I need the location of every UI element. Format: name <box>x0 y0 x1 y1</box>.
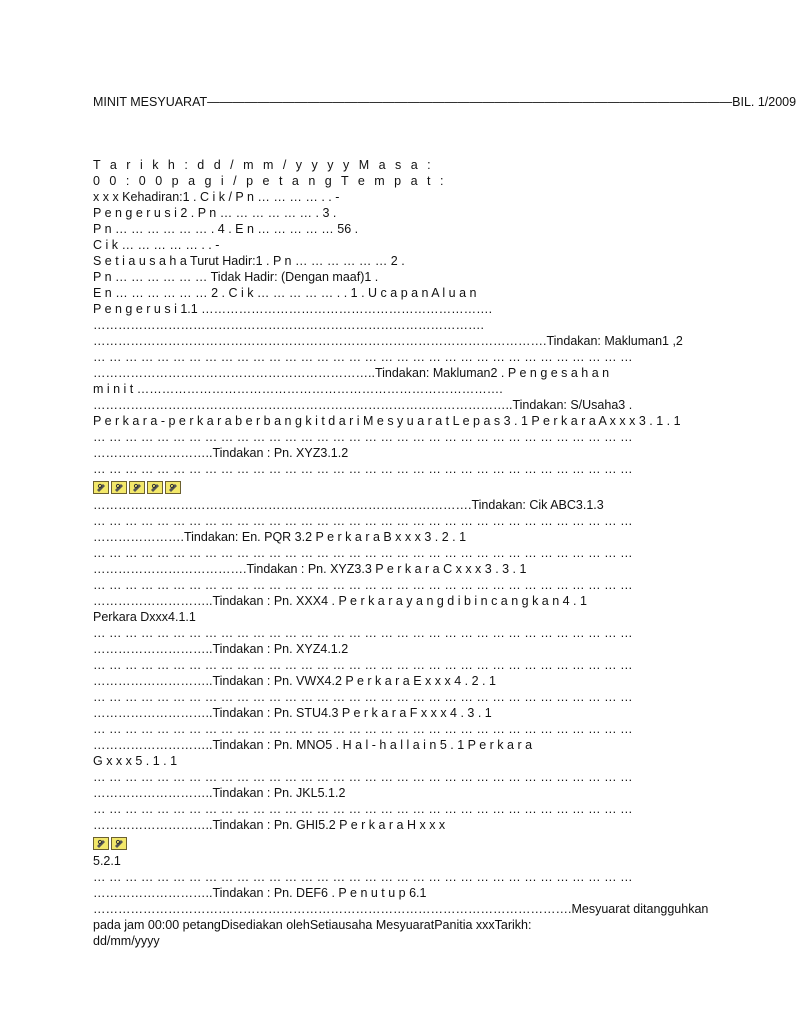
text-line: ……………………………….Tindakan : Pn. XYZ3.3 P e r k a r a C x x x 3 . 3 . 1 <box>93 562 527 576</box>
text-line: E n … … … … … … 2 . C i k … … … … … . . 1 . U c a p a n A l u a n <box>93 286 477 300</box>
text-line: G x x x 5 . 1 . 1 <box>93 754 178 768</box>
text-line: …………………………………………………………………………………………………….Mesyuarat ditangguhkan <box>93 902 709 916</box>
text-line: m i n i t ……………………………………………………………………………. <box>93 382 503 396</box>
text-line: ………………………..Tindakan : Pn. VWX4.2 P e r k a r a E x x x 4 . 2 . 1 <box>93 674 496 688</box>
icon-row-2 <box>93 835 678 851</box>
text-line: …………………………………………………………………………………. <box>93 318 484 332</box>
text-line: … … … … … … … … … … … … … … … … … … … … … … … … … … … … … … … … … … <box>93 658 633 672</box>
text-line: ………………………..Tindakan : Pn. XYZ4.1.2 <box>93 642 349 656</box>
text-line: pada jam 00:00 petangDisediakan olehSetiausaha MesyuaratPanitia xxxTarikh: <box>93 918 532 932</box>
pencil-note-icon <box>147 481 163 494</box>
text-line: ………………………………………………………………………………………..Tindakan: S/Usaha3 . <box>93 398 633 412</box>
icon-row-1 <box>93 479 678 495</box>
pencil-note-icon <box>111 481 127 494</box>
text-line: … … … … … … … … … … … … … … … … … … … … … … … … … … … … … … … … … … <box>93 722 633 736</box>
text-line: … … … … … … … … … … … … … … … … … … … … … … … … … … … … … … … … … … <box>93 350 633 364</box>
text-line: Perkara Dxxx4.1.1 <box>93 610 196 624</box>
text-line: P e r k a r a - p e r k a r a b e r b a n g k i t d a r i M e s y u a r a t L e p a s 3 . 1 P e r k a r a A x x x 3 . 1 . 1 <box>93 414 681 428</box>
text-line: … … … … … … … … … … … … … … … … … … … … … … … … … … … … … … … … … … <box>93 514 633 528</box>
document-body <box>93 157 709 949</box>
document-header: MINIT MESYUARAT——————————————————————————————————————————BIL. 1/2009 <box>93 95 796 109</box>
pencil-note-icon <box>129 481 145 494</box>
text-line: dd/mm/yyyy <box>93 934 160 948</box>
text-line: ………………….Tindakan: En. PQR 3.2 P e r k a r a B x x x 3 . 2 . 1 <box>93 530 467 544</box>
text-line: ………………………..Tindakan : Pn. GHI5.2 P e r k a r a H x x x <box>93 818 446 832</box>
text-line: ………………………..Tindakan : Pn. XXX4 . P e r k a r a y a n g d i b i n c a n g k a n 4 . 1 <box>93 594 587 608</box>
text-line: … … … … … … … … … … … … … … … … … … … … … … … … … … … … … … … … … … <box>93 462 633 476</box>
text-line: x x x Kehadiran:1 . C i k / P n … … … … . . - <box>93 190 340 204</box>
text-line: … … … … … … … … … … … … … … … … … … … … … … … … … … … … … … … … … … <box>93 546 633 560</box>
text-line: … … … … … … … … … … … … … … … … … … … … … … … … … … … … … … … … … … <box>93 690 633 704</box>
text-line: … … … … … … … … … … … … … … … … … … … … … … … … … … … … … … … … … … <box>93 870 633 884</box>
text-line: … … … … … … … … … … … … … … … … … … … … … … … … … … … … … … … … … … <box>93 626 633 640</box>
text-line: … … … … … … … … … … … … … … … … … … … … … … … … … … … … … … … … … … <box>93 802 633 816</box>
pencil-note-icon <box>165 481 181 494</box>
text-line: P n … … … … … … . 4 . E n … … … … … 56 . <box>93 222 359 236</box>
text-line: ………………………..Tindakan : Pn. STU4.3 P e r k a r a F x x x 4 . 3 . 1 <box>93 706 492 720</box>
text-line: C i k … … … … … . . - <box>93 238 220 252</box>
text-line: … … … … … … … … … … … … … … … … … … … … … … … … … … … … … … … … … … <box>93 430 633 444</box>
text-line: P n … … … … … … Tidak Hadir: (Dengan maaf)1 . <box>93 270 379 284</box>
text-line: ………………………..Tindakan : Pn. MNO5 . H a l - h a l l a i n 5 . 1 P e r k a r a <box>93 738 533 752</box>
text-line: ………………………..Tindakan : Pn. JKL5.1.2 <box>93 786 346 800</box>
text-line: ……………………………………………………………………………………………….Tindakan: Makluman1 ,2 <box>93 334 683 348</box>
text-line: 0 0 : 0 0 p a g i / p e t a n g T e m p a t : <box>93 174 447 188</box>
text-line: 5.2.1 <box>93 854 121 868</box>
text-line: P e n g e r u s i 1.1 ……………………………………………………………. <box>93 302 493 316</box>
pencil-note-icon <box>111 837 127 850</box>
text-line: T a r i k h : d d / m m / y y y y M a s a : <box>93 158 434 172</box>
text-line: S e t i a u s a h a Turut Hadir:1 . P n … … … … … … 2 . <box>93 254 405 268</box>
text-line: … … … … … … … … … … … … … … … … … … … … … … … … … … … … … … … … … … <box>93 770 633 784</box>
pencil-note-icon <box>93 481 109 494</box>
text-line: ………………………..Tindakan : Pn. XYZ3.1.2 <box>93 446 349 460</box>
text-line: … … … … … … … … … … … … … … … … … … … … … … … … … … … … … … … … … … <box>93 578 633 592</box>
text-line: P e n g e r u s i 2 . P n … … … … … … . 3 . <box>93 206 337 220</box>
text-line: …………………………………………………………..Tindakan: Makluman2 . P e n g e s a h a n <box>93 366 610 380</box>
text-line: ………………………..Tindakan : Pn. DEF6 . P e n u t u p 6.1 <box>93 886 427 900</box>
text-line: ……………………………………………………………………………….Tindakan: Cik ABC3.1.3 <box>93 498 604 512</box>
pencil-note-icon <box>93 837 109 850</box>
